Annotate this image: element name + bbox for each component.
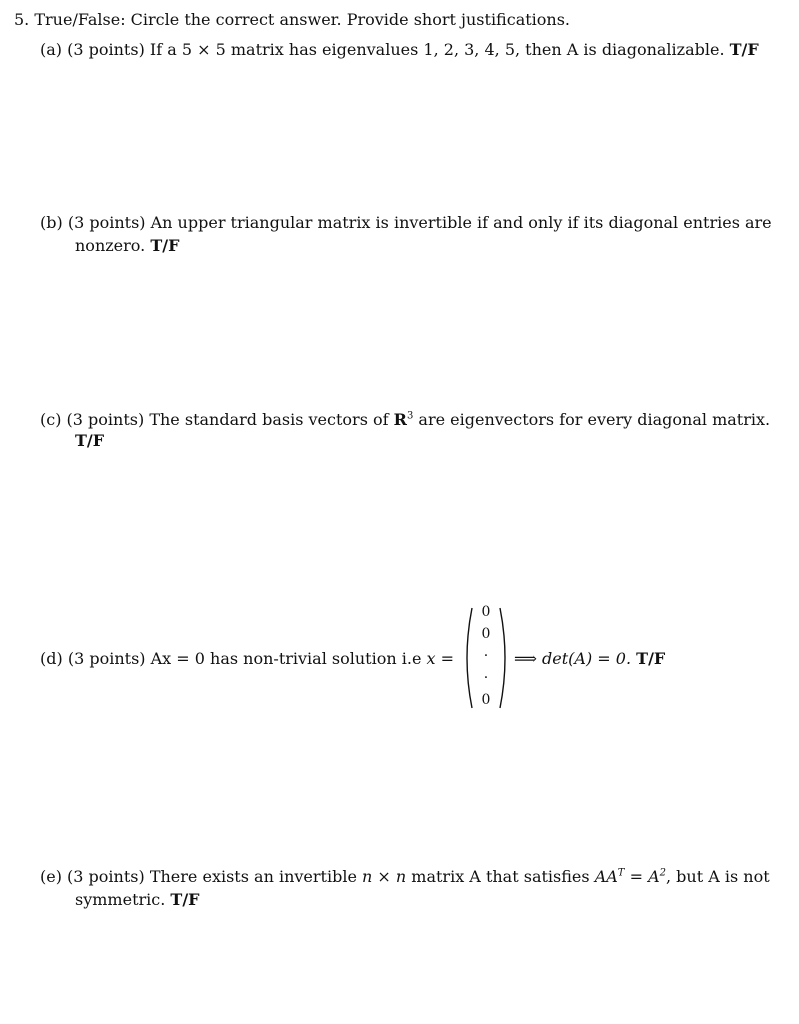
part-d	[40, 649, 454, 668]
vector-entry: 0	[481, 626, 491, 642]
vector-entry: ·	[483, 648, 489, 664]
zero-vector-matrix	[460, 604, 512, 712]
question-number: 5.	[14, 10, 30, 29]
part-d-det: det(A) = 0.	[542, 649, 632, 668]
question-header	[14, 10, 570, 29]
part-b-tf[interactable]: T/F	[150, 236, 180, 255]
part-c-points: (3 points)	[66, 410, 145, 429]
part-e-text: There exists an invertible	[149, 867, 357, 886]
part-e-lhs	[595, 867, 625, 886]
part-b-line1: An upper triangular matrix is invertible if and only if its diagonal entries are	[150, 213, 772, 232]
part-e-label: (e)	[40, 867, 62, 886]
part-e-lhs-base: AA	[594, 867, 618, 886]
part-d-tf[interactable]: T/F	[636, 649, 666, 668]
part-c-tf[interactable]: T/F	[75, 431, 105, 450]
part-e-rhs-exp: 2	[659, 867, 666, 879]
part-b	[40, 213, 772, 232]
part-c	[40, 410, 770, 429]
vector-entry: 0	[481, 604, 491, 620]
part-d-points: (3 points)	[67, 649, 146, 668]
part-a	[40, 40, 759, 59]
part-c-continuation	[75, 431, 104, 450]
part-c-text: The standard basis vectors of	[149, 410, 389, 429]
part-d-variable: x	[426, 649, 436, 668]
part-a-points: (3 points)	[67, 40, 145, 59]
part-e-lhs-exp: T	[617, 867, 625, 879]
part-e	[40, 867, 770, 886]
real-set: R	[393, 410, 407, 429]
part-b-continuation	[75, 236, 179, 255]
part-e-continuation	[75, 890, 200, 909]
real-set-exponent: 3	[406, 410, 414, 422]
part-e-line2: symmetric.	[75, 890, 166, 909]
question-title: True/False: Circle the correct answer. Provide short justifications.	[34, 10, 571, 29]
implies-arrow: ⟹	[514, 649, 537, 668]
part-a-label: (a)	[40, 40, 63, 59]
part-e-equals: =	[629, 867, 643, 886]
part-e-nxn: n × n	[362, 867, 407, 886]
part-d-conclusion	[514, 649, 665, 668]
part-c-text-post: are eigenvectors for every diagonal matrix.	[418, 410, 771, 429]
part-b-points: (3 points)	[67, 213, 146, 232]
part-e-rhs-base: A	[648, 867, 660, 886]
part-e-points: (3 points)	[67, 867, 145, 886]
vector-entry: 0	[481, 692, 491, 708]
part-e-text-post: , but A is not	[666, 867, 770, 886]
part-c-label: (c)	[40, 410, 62, 429]
part-e-text-mid: matrix A that satisfies	[411, 867, 590, 886]
part-d-equals: =	[440, 649, 455, 668]
part-a-text: If a 5 × 5 matrix has eigenvalues 1, 2, 3, 4, 5, then A is diagonalizable.	[149, 40, 725, 59]
part-e-tf[interactable]: T/F	[170, 890, 200, 909]
vector-entry: ·	[483, 670, 489, 686]
part-b-label: (b)	[40, 213, 63, 232]
part-d-text: Ax = 0 has non-trivial solution i.e	[150, 649, 422, 668]
part-b-line2: nonzero.	[75, 236, 146, 255]
part-a-tf[interactable]: T/F	[729, 40, 759, 59]
part-d-label: (d)	[40, 649, 63, 668]
real-space-symbol	[394, 410, 414, 429]
part-e-rhs	[648, 867, 666, 886]
